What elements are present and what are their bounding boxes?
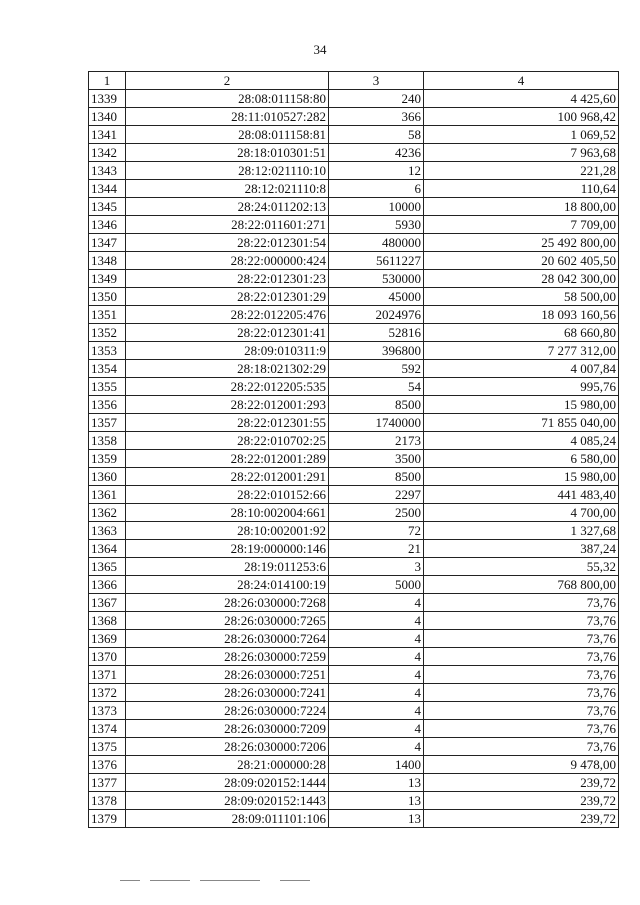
table-row: [89, 342, 619, 360]
cadastral-number-cell: 28:24:014100:19: [126, 576, 329, 594]
amount-cell: 221,28: [424, 162, 619, 180]
cadastral-number-cell: 28:22:000000:424: [126, 252, 329, 270]
amount-cell: 15 980,00: [424, 396, 619, 414]
quantity-cell: 530000: [329, 270, 424, 288]
amount-cell: 20 602 405,50: [424, 252, 619, 270]
table-row: [89, 108, 619, 126]
quantity-cell: 3: [329, 558, 424, 576]
row-number-cell: 1364: [89, 540, 126, 558]
row-number-cell: 1353: [89, 342, 126, 360]
row-number-cell: 1365: [89, 558, 126, 576]
row-number-cell: 1356: [89, 396, 126, 414]
quantity-cell: 5930: [329, 216, 424, 234]
amount-cell: 110,64: [424, 180, 619, 198]
row-number-cell: 1357: [89, 414, 126, 432]
row-number-cell: 1370: [89, 648, 126, 666]
cadastral-number-cell: 28:26:030000:7265: [126, 612, 329, 630]
row-number-cell: 1362: [89, 504, 126, 522]
column-header-1: 1: [89, 72, 126, 90]
table-row: [89, 288, 619, 306]
amount-cell: 55,32: [424, 558, 619, 576]
table-row: [89, 540, 619, 558]
quantity-cell: 12: [329, 162, 424, 180]
amount-cell: 1 327,68: [424, 522, 619, 540]
row-number-cell: 1361: [89, 486, 126, 504]
row-number-cell: 1360: [89, 468, 126, 486]
row-number-cell: 1345: [89, 198, 126, 216]
table-row: [89, 216, 619, 234]
table-row: [89, 522, 619, 540]
row-number-cell: 1377: [89, 774, 126, 792]
cadastral-number-cell: 28:09:010311:9: [126, 342, 329, 360]
row-number-cell: 1373: [89, 702, 126, 720]
footer-rule-3: [200, 880, 260, 881]
cadastral-number-cell: 28:26:030000:7251: [126, 666, 329, 684]
footer-rule-2: [150, 880, 190, 881]
quantity-cell: 592: [329, 360, 424, 378]
table-row: [89, 414, 619, 432]
cadastral-number-cell: 28:09:020152:1443: [126, 792, 329, 810]
amount-cell: 28 042 300,00: [424, 270, 619, 288]
quantity-cell: 10000: [329, 198, 424, 216]
column-header-4: 4: [424, 72, 619, 90]
quantity-cell: 45000: [329, 288, 424, 306]
amount-cell: 100 968,42: [424, 108, 619, 126]
table-row: [89, 558, 619, 576]
amount-cell: 768 800,00: [424, 576, 619, 594]
amount-cell: 4 425,60: [424, 90, 619, 108]
row-number-cell: 1339: [89, 90, 126, 108]
quantity-cell: 4: [329, 720, 424, 738]
cadastral-number-cell: 28:26:030000:7241: [126, 684, 329, 702]
quantity-cell: 366: [329, 108, 424, 126]
table-row: [89, 432, 619, 450]
amount-cell: 7 963,68: [424, 144, 619, 162]
row-number-cell: 1350: [89, 288, 126, 306]
cadastral-number-cell: 28:22:012301:55: [126, 414, 329, 432]
cadastral-number-cell: 28:12:021110:8: [126, 180, 329, 198]
cadastral-number-cell: 28:22:012301:54: [126, 234, 329, 252]
amount-cell: 15 980,00: [424, 468, 619, 486]
cadastral-number-cell: 28:18:010301:51: [126, 144, 329, 162]
row-number-cell: 1379: [89, 810, 126, 828]
cadastral-number-cell: 28:08:011158:81: [126, 126, 329, 144]
table-row: [89, 162, 619, 180]
table-body: [89, 90, 619, 828]
row-number-cell: 1354: [89, 360, 126, 378]
quantity-cell: 2297: [329, 486, 424, 504]
row-number-cell: 1348: [89, 252, 126, 270]
table-row: [89, 648, 619, 666]
row-number-cell: 1378: [89, 792, 126, 810]
row-number-cell: 1343: [89, 162, 126, 180]
amount-cell: 73,76: [424, 666, 619, 684]
quantity-cell: 4: [329, 612, 424, 630]
row-number-cell: 1349: [89, 270, 126, 288]
quantity-cell: 3500: [329, 450, 424, 468]
cadastral-number-cell: 28:22:012301:23: [126, 270, 329, 288]
amount-cell: 4 700,00: [424, 504, 619, 522]
amount-cell: 73,76: [424, 684, 619, 702]
table-row: [89, 270, 619, 288]
row-number-cell: 1374: [89, 720, 126, 738]
quantity-cell: 13: [329, 792, 424, 810]
amount-cell: 73,76: [424, 738, 619, 756]
cadastral-number-cell: 28:22:010152:66: [126, 486, 329, 504]
cadastral-number-cell: 28:26:030000:7206: [126, 738, 329, 756]
quantity-cell: 54: [329, 378, 424, 396]
table-row: [89, 594, 619, 612]
cadastral-number-cell: 28:22:012001:293: [126, 396, 329, 414]
amount-cell: 6 580,00: [424, 450, 619, 468]
amount-cell: 387,24: [424, 540, 619, 558]
row-number-cell: 1368: [89, 612, 126, 630]
table-row: [89, 234, 619, 252]
amount-cell: 18 093 160,56: [424, 306, 619, 324]
table-row: [89, 666, 619, 684]
quantity-cell: 4: [329, 648, 424, 666]
column-header-2: 2: [126, 72, 329, 90]
table-row: [89, 504, 619, 522]
cadastral-number-cell: 28:18:021302:29: [126, 360, 329, 378]
row-number-cell: 1352: [89, 324, 126, 342]
cadastral-number-cell: 28:12:021110:10: [126, 162, 329, 180]
quantity-cell: 480000: [329, 234, 424, 252]
cadastral-number-cell: 28:19:000000:146: [126, 540, 329, 558]
table-row: [89, 126, 619, 144]
table-row: [89, 450, 619, 468]
amount-cell: 9 478,00: [424, 756, 619, 774]
amount-cell: 239,72: [424, 792, 619, 810]
cadastral-number-cell: 28:21:000000:28: [126, 756, 329, 774]
row-number-cell: 1372: [89, 684, 126, 702]
cadastral-number-cell: 28:26:030000:7224: [126, 702, 329, 720]
cadastral-number-cell: 28:22:012301:29: [126, 288, 329, 306]
cadastral-number-cell: 28:22:012001:289: [126, 450, 329, 468]
cadastral-number-cell: 28:22:010702:25: [126, 432, 329, 450]
quantity-cell: 4236: [329, 144, 424, 162]
quantity-cell: 4: [329, 702, 424, 720]
amount-cell: 73,76: [424, 720, 619, 738]
cadastral-number-cell: 28:08:011158:80: [126, 90, 329, 108]
table-row: [89, 720, 619, 738]
quantity-cell: 1400: [329, 756, 424, 774]
quantity-cell: 2500: [329, 504, 424, 522]
cadastral-number-cell: 28:26:030000:7259: [126, 648, 329, 666]
amount-cell: 239,72: [424, 810, 619, 828]
row-number-cell: 1355: [89, 378, 126, 396]
table-row: [89, 774, 619, 792]
table-row: [89, 378, 619, 396]
row-number-cell: 1347: [89, 234, 126, 252]
quantity-cell: 8500: [329, 468, 424, 486]
footer-rule-4: [280, 880, 310, 881]
table-row: [89, 702, 619, 720]
amount-cell: 18 800,00: [424, 198, 619, 216]
row-number-cell: 1351: [89, 306, 126, 324]
amount-cell: 441 483,40: [424, 486, 619, 504]
table-row: [89, 486, 619, 504]
footer-rule-1: [120, 880, 140, 881]
row-number-cell: 1366: [89, 576, 126, 594]
row-number-cell: 1346: [89, 216, 126, 234]
page-number: 34: [313, 42, 327, 57]
table-row: [89, 576, 619, 594]
quantity-cell: 4: [329, 684, 424, 702]
amount-cell: 68 660,80: [424, 324, 619, 342]
amount-cell: 7 277 312,00: [424, 342, 619, 360]
quantity-cell: 13: [329, 810, 424, 828]
quantity-cell: 4: [329, 594, 424, 612]
amount-cell: 73,76: [424, 630, 619, 648]
quantity-cell: 5611227: [329, 252, 424, 270]
quantity-cell: 52816: [329, 324, 424, 342]
cadastral-number-cell: 28:22:012205:535: [126, 378, 329, 396]
table-row: [89, 756, 619, 774]
row-number-cell: 1358: [89, 432, 126, 450]
quantity-cell: 396800: [329, 342, 424, 360]
table-row: [89, 468, 619, 486]
row-number-cell: 1342: [89, 144, 126, 162]
table-header-row: [89, 72, 619, 90]
quantity-cell: 72: [329, 522, 424, 540]
cadastral-number-cell: 28:22:012001:291: [126, 468, 329, 486]
table-row: [89, 252, 619, 270]
cadastral-number-cell: 28:26:030000:7264: [126, 630, 329, 648]
row-number-cell: 1375: [89, 738, 126, 756]
amount-cell: 1 069,52: [424, 126, 619, 144]
amount-cell: 73,76: [424, 594, 619, 612]
amount-cell: 25 492 800,00: [424, 234, 619, 252]
cadastral-number-cell: 28:10:002004:661: [126, 504, 329, 522]
cadastral-number-cell: 28:10:002001:92: [126, 522, 329, 540]
table-row: [89, 792, 619, 810]
quantity-cell: 4: [329, 630, 424, 648]
amount-cell: 73,76: [424, 702, 619, 720]
table-row: [89, 612, 619, 630]
row-number-cell: 1376: [89, 756, 126, 774]
data-table: [88, 71, 619, 828]
quantity-cell: 2173: [329, 432, 424, 450]
quantity-cell: 2024976: [329, 306, 424, 324]
cadastral-number-cell: 28:09:020152:1444: [126, 774, 329, 792]
table-row: [89, 810, 619, 828]
row-number-cell: 1369: [89, 630, 126, 648]
row-number-cell: 1359: [89, 450, 126, 468]
cadastral-number-cell: 28:22:012301:41: [126, 324, 329, 342]
amount-cell: 4 085,24: [424, 432, 619, 450]
table-row: [89, 360, 619, 378]
table-row: [89, 684, 619, 702]
amount-cell: 73,76: [424, 612, 619, 630]
row-number-cell: 1344: [89, 180, 126, 198]
quantity-cell: 240: [329, 90, 424, 108]
row-number-cell: 1341: [89, 126, 126, 144]
quantity-cell: 58: [329, 126, 424, 144]
row-number-cell: 1363: [89, 522, 126, 540]
amount-cell: 7 709,00: [424, 216, 619, 234]
cadastral-number-cell: 28:19:011253:6: [126, 558, 329, 576]
cadastral-number-cell: 28:22:012205:476: [126, 306, 329, 324]
quantity-cell: 4: [329, 666, 424, 684]
column-header-3: 3: [329, 72, 424, 90]
amount-cell: 58 500,00: [424, 288, 619, 306]
cadastral-number-cell: 28:09:011101:106: [126, 810, 329, 828]
table-row: [89, 738, 619, 756]
row-number-cell: 1340: [89, 108, 126, 126]
quantity-cell: 21: [329, 540, 424, 558]
table-row: [89, 180, 619, 198]
quantity-cell: 1740000: [329, 414, 424, 432]
table-row: [89, 396, 619, 414]
table-row: [89, 324, 619, 342]
quantity-cell: 5000: [329, 576, 424, 594]
quantity-cell: 4: [329, 738, 424, 756]
quantity-cell: 6: [329, 180, 424, 198]
table-row: [89, 306, 619, 324]
amount-cell: 995,76: [424, 378, 619, 396]
cadastral-number-cell: 28:11:010527:282: [126, 108, 329, 126]
row-number-cell: 1367: [89, 594, 126, 612]
amount-cell: 4 007,84: [424, 360, 619, 378]
amount-cell: 71 855 040,00: [424, 414, 619, 432]
amount-cell: 73,76: [424, 648, 619, 666]
cadastral-number-cell: 28:26:030000:7268: [126, 594, 329, 612]
cadastral-number-cell: 28:26:030000:7209: [126, 720, 329, 738]
cadastral-number-cell: 28:22:011601:271: [126, 216, 329, 234]
quantity-cell: 8500: [329, 396, 424, 414]
table-row: [89, 90, 619, 108]
quantity-cell: 13: [329, 774, 424, 792]
table-row: [89, 630, 619, 648]
cadastral-number-cell: 28:24:011202:13: [126, 198, 329, 216]
row-number-cell: 1371: [89, 666, 126, 684]
table-row: [89, 198, 619, 216]
amount-cell: 239,72: [424, 774, 619, 792]
table-row: [89, 144, 619, 162]
